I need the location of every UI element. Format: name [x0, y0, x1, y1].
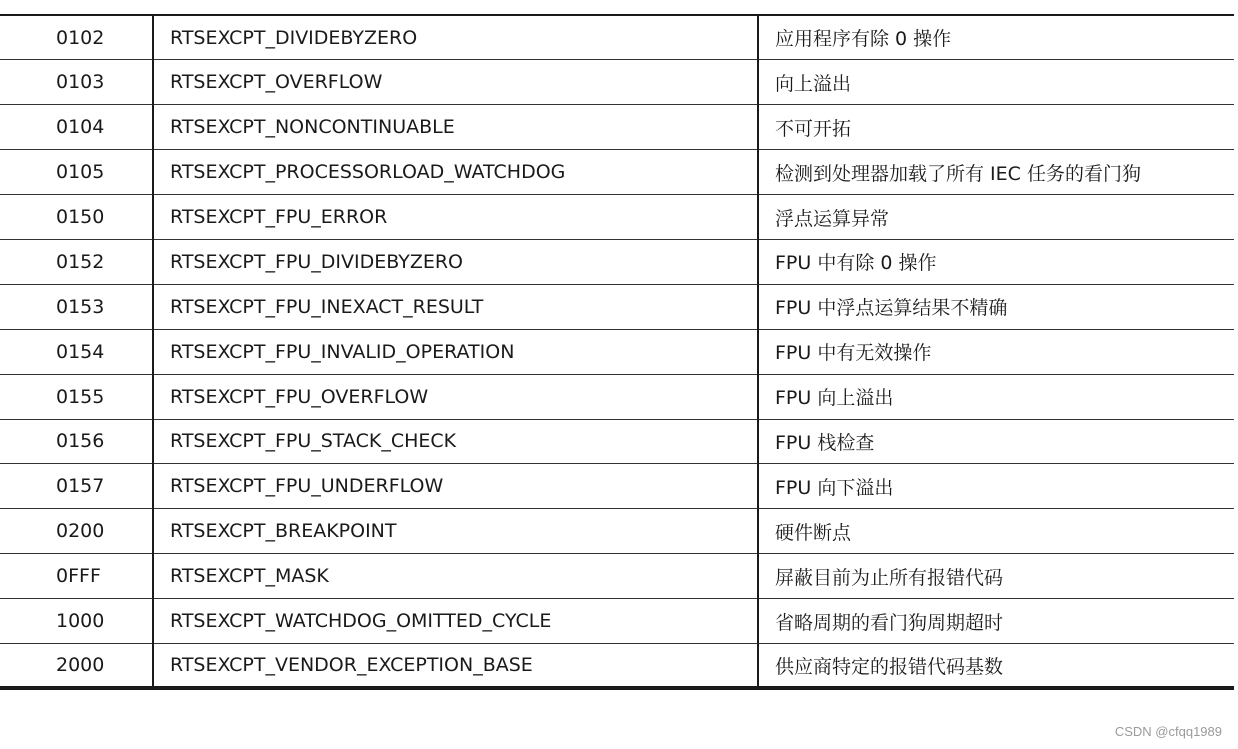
exception-name-cell: RTSEXCPT_FPU_STACK_CHECK: [153, 419, 758, 464]
exception-description-cell: 应用程序有除 0 操作: [758, 15, 1234, 60]
exception-name-cell: RTSEXCPT_PROCESSORLOAD_WATCHDOG: [153, 150, 758, 195]
exception-description-cell: FPU 中浮点运算结果不精确: [758, 284, 1234, 329]
exception-name-cell: RTSEXCPT_FPU_OVERFLOW: [153, 374, 758, 419]
exception-name-cell: RTSEXCPT_VENDOR_EXCEPTION_BASE: [153, 643, 758, 688]
exception-description-cell: 省略周期的看门狗周期超时: [758, 599, 1234, 644]
exception-code-cell: 0157: [0, 464, 153, 509]
exception-name-cell: RTSEXCPT_MASK: [153, 554, 758, 599]
exception-description-cell: 不可开拓: [758, 105, 1234, 150]
exception-name-cell: RTSEXCPT_DIVIDEBYZERO: [153, 15, 758, 60]
exception-description-cell: FPU 向上溢出: [758, 374, 1234, 419]
exception-name-cell: RTSEXCPT_OVERFLOW: [153, 60, 758, 105]
table-row: [0, 643, 1234, 688]
exception-code-cell: 0200: [0, 509, 153, 554]
exception-name-cell: RTSEXCPT_BREAKPOINT: [153, 509, 758, 554]
exception-description-cell: FPU 向下溢出: [758, 464, 1234, 509]
exception-name-cell: RTSEXCPT_WATCHDOG_OMITTED_CYCLE: [153, 599, 758, 644]
exception-name-cell: RTSEXCPT_FPU_DIVIDEBYZERO: [153, 239, 758, 284]
table-row: [0, 554, 1234, 599]
exception-description-cell: 向上溢出: [758, 60, 1234, 105]
exception-code-cell: 0150: [0, 195, 153, 240]
exception-code-cell: 0103: [0, 60, 153, 105]
csdn-watermark: CSDN @cfqq1989: [1114, 724, 1222, 739]
exception-name-cell: RTSEXCPT_FPU_ERROR: [153, 195, 758, 240]
exception-code-table: [0, 14, 1234, 690]
table-row: [0, 150, 1234, 195]
exception-name-cell: RTSEXCPT_FPU_UNDERFLOW: [153, 464, 758, 509]
exception-name-cell: RTSEXCPT_FPU_INVALID_OPERATION: [153, 329, 758, 374]
table-row: [0, 15, 1234, 60]
exception-code-cell: 2000: [0, 643, 153, 688]
table-row: [0, 284, 1234, 329]
table-row: [0, 509, 1234, 554]
table-row: [0, 374, 1234, 419]
exception-name-cell: RTSEXCPT_NONCONTINUABLE: [153, 105, 758, 150]
exception-description-cell: 屏蔽目前为止所有报错代码: [758, 554, 1234, 599]
table-row: [0, 239, 1234, 284]
exception-code-cell: 0FFF: [0, 554, 153, 599]
exception-code-cell: 1000: [0, 599, 153, 644]
exception-code-cell: 0105: [0, 150, 153, 195]
table-row: [0, 105, 1234, 150]
exception-code-cell: 0156: [0, 419, 153, 464]
exception-description-cell: 供应商特定的报错代码基数: [758, 643, 1234, 688]
exception-code-table-container: [0, 14, 1234, 690]
exception-code-cell: 0104: [0, 105, 153, 150]
exception-description-cell: FPU 中有除 0 操作: [758, 239, 1234, 284]
exception-code-cell: 0152: [0, 239, 153, 284]
exception-description-cell: FPU 中有无效操作: [758, 329, 1234, 374]
exception-code-cell: 0153: [0, 284, 153, 329]
exception-description-cell: 硬件断点: [758, 509, 1234, 554]
table-row: [0, 195, 1234, 240]
exception-code-cell: 0154: [0, 329, 153, 374]
exception-name-cell: RTSEXCPT_FPU_INEXACT_RESULT: [153, 284, 758, 329]
table-row: [0, 464, 1234, 509]
exception-code-cell: 0155: [0, 374, 153, 419]
exception-code-cell: 0102: [0, 15, 153, 60]
exception-description-cell: 浮点运算异常: [758, 195, 1234, 240]
table-row: [0, 419, 1234, 464]
table-row: [0, 329, 1234, 374]
table-row: [0, 599, 1234, 644]
exception-description-cell: FPU 栈检查: [758, 419, 1234, 464]
table-row: [0, 60, 1234, 105]
exception-description-cell: 检测到处理器加载了所有 IEC 任务的看门狗: [758, 150, 1234, 195]
